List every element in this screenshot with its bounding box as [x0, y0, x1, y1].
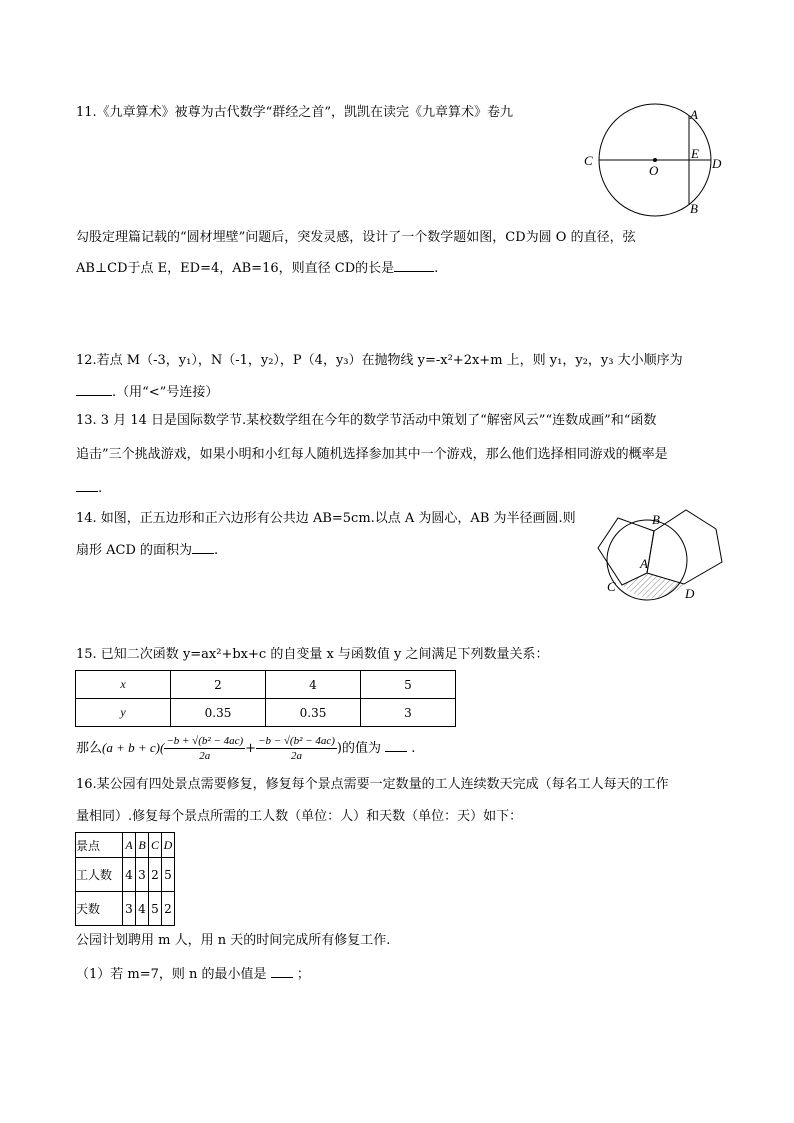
- table-cell: 3: [123, 892, 136, 926]
- table-cell: 0.35: [171, 699, 266, 727]
- q14-line2: 扇形 ACD 的面积为: [76, 543, 193, 558]
- q15-expr-close: ): [336, 741, 342, 756]
- q16-sub1: （1）若 m=7，则 n 的最小值是: [76, 967, 267, 982]
- table-row: [76, 671, 456, 699]
- q11-label-d: D: [712, 156, 722, 171]
- q16-sub1-end: ；: [296, 967, 310, 982]
- q14-answer-blank[interactable]: [192, 540, 214, 554]
- q13-line3-wrap: [76, 478, 102, 498]
- q15-frac2-den: 2a: [290, 750, 302, 762]
- q11-label-a: A: [690, 107, 698, 122]
- q11-line3: AB⊥CD于点 E，ED=4，AB=16，则直径 CD的长是: [76, 261, 395, 276]
- q14-label-c: C: [607, 579, 616, 594]
- q11-label-b: B: [690, 201, 698, 216]
- table-cell: y: [76, 699, 171, 727]
- q15-expr-lead: (a + b + c)(: [102, 740, 165, 755]
- table-cell: 3: [361, 699, 456, 727]
- q11-circle-figure: [580, 100, 730, 225]
- q15-line1: 15. 已知二次函数 y=ax²+bx+c 的自变量 x 与函数值 y 之间满足下列数量关系：: [76, 647, 549, 662]
- q15-end: .: [411, 741, 416, 756]
- q12-line2: .（用“<”号连接）: [112, 385, 219, 400]
- q11-label-o: O: [649, 163, 659, 178]
- q14-label-a: A: [640, 556, 648, 571]
- q15-prefix: 那么: [76, 741, 103, 756]
- table-row: [76, 858, 175, 892]
- q13-line3: .: [98, 481, 103, 496]
- q11-label-e: E: [691, 146, 699, 161]
- q11-line2: 勾股定理篇记载的“圆材埋壁”问题后，突发灵感，设计了一个数学题如图，CD为圆 O 的直径，弦: [76, 230, 636, 245]
- q15-fraction-2: [256, 734, 337, 763]
- table-cell: D: [162, 833, 175, 858]
- q12-line2-wrap: [76, 382, 218, 402]
- q16-line2: 量相同）.修复每个景点所需的工人数（单位：人）和天数（单位：天）如下：: [76, 809, 523, 824]
- q13-line1: 13. 3 月 14 日是国际数学节.某校数学组在今年的数学节活动中策划了“解密风云”“连数成画”和“函数: [76, 413, 657, 428]
- q14-line1: 14. 如图，正五边形和正六边形有公共边 AB=5cm.以点 A 为圆心，AB 为半径画圆.则: [76, 511, 576, 526]
- table-cell: 5: [162, 858, 175, 892]
- q11-answer-blank[interactable]: [394, 258, 434, 272]
- table-row: [76, 892, 175, 926]
- table-row: [76, 833, 175, 858]
- q13-line2: 追击”三个挑战游戏，如果小明和小红每人随机选择参加其中一个游戏，那么他们选择相同游戏的概率是: [76, 447, 668, 462]
- table-cell: 2: [149, 858, 162, 892]
- table-cell: 5: [149, 892, 162, 926]
- q16-line1: 16.某公园有四处景点需要修复，修复每个景点需要一定数量的工人连续数天完成（每名工人每天的工作: [76, 777, 669, 792]
- q15-frac1-num: −b + √(b² − 4ac): [166, 735, 244, 747]
- table-cell: 4: [123, 858, 136, 892]
- q11-line3-wrap: [76, 258, 438, 278]
- table-cell: 5: [361, 671, 456, 699]
- q15-expression-line: [76, 731, 415, 766]
- q12-answer-blank[interactable]: [76, 382, 112, 396]
- q11-label-c: C: [584, 153, 593, 168]
- table-cell: 工人数: [76, 858, 123, 892]
- q15-plus: +: [245, 741, 257, 756]
- table-cell: 天数: [76, 892, 123, 926]
- q14-label-d: D: [685, 586, 695, 601]
- q12-line1: 12.若点 M（-3，y₁），N（-1，y₂），P（4，y₃）在抛物线 y=-x²+2x+m 上，则 y₁，y₂，y₃ 大小顺序为: [76, 353, 683, 368]
- table-cell: B: [136, 833, 149, 858]
- q14-line2-wrap: [76, 540, 218, 560]
- q15-frac2-num: −b − √(b² − 4ac): [258, 735, 335, 747]
- q15-answer-blank[interactable]: [385, 738, 407, 752]
- table-cell: 2: [162, 892, 175, 926]
- q14-shaded-sector: [622, 573, 684, 598]
- table-cell: 景点: [76, 833, 123, 858]
- q11-line3-end: .: [434, 261, 439, 276]
- table-cell: A: [123, 833, 136, 858]
- table-cell: 4: [136, 892, 149, 926]
- table-cell: 0.35: [266, 699, 361, 727]
- q11-line1: 11.《九章算术》被尊为古代数学“群经之首”，凯凯在读完《九章算术》卷九: [76, 105, 513, 120]
- q15-fraction-1: [164, 734, 245, 763]
- table-cell: 2: [171, 671, 266, 699]
- q15-frac1-den: 2a: [199, 750, 211, 762]
- q16-line3: 公园计划聘用 m 人，用 n 天的时间完成所有修复工作.: [76, 933, 391, 948]
- q15-suffix: 的值为: [341, 741, 381, 756]
- q14-label-b: B: [652, 512, 660, 527]
- q14-polygon-figure: [592, 505, 732, 605]
- q16-answer-blank[interactable]: [271, 964, 293, 978]
- q16-sub1-wrap: [76, 964, 310, 984]
- table-cell: C: [149, 833, 162, 858]
- table-cell: x: [76, 671, 171, 699]
- table-row: [76, 699, 456, 727]
- q11-center-dot: [653, 158, 657, 162]
- q13-answer-blank[interactable]: [76, 478, 98, 492]
- q14-line2-end: .: [214, 543, 219, 558]
- table-cell: 4: [266, 671, 361, 699]
- q15-table: [75, 670, 456, 727]
- table-cell: 3: [136, 858, 149, 892]
- q16-table: [75, 832, 175, 926]
